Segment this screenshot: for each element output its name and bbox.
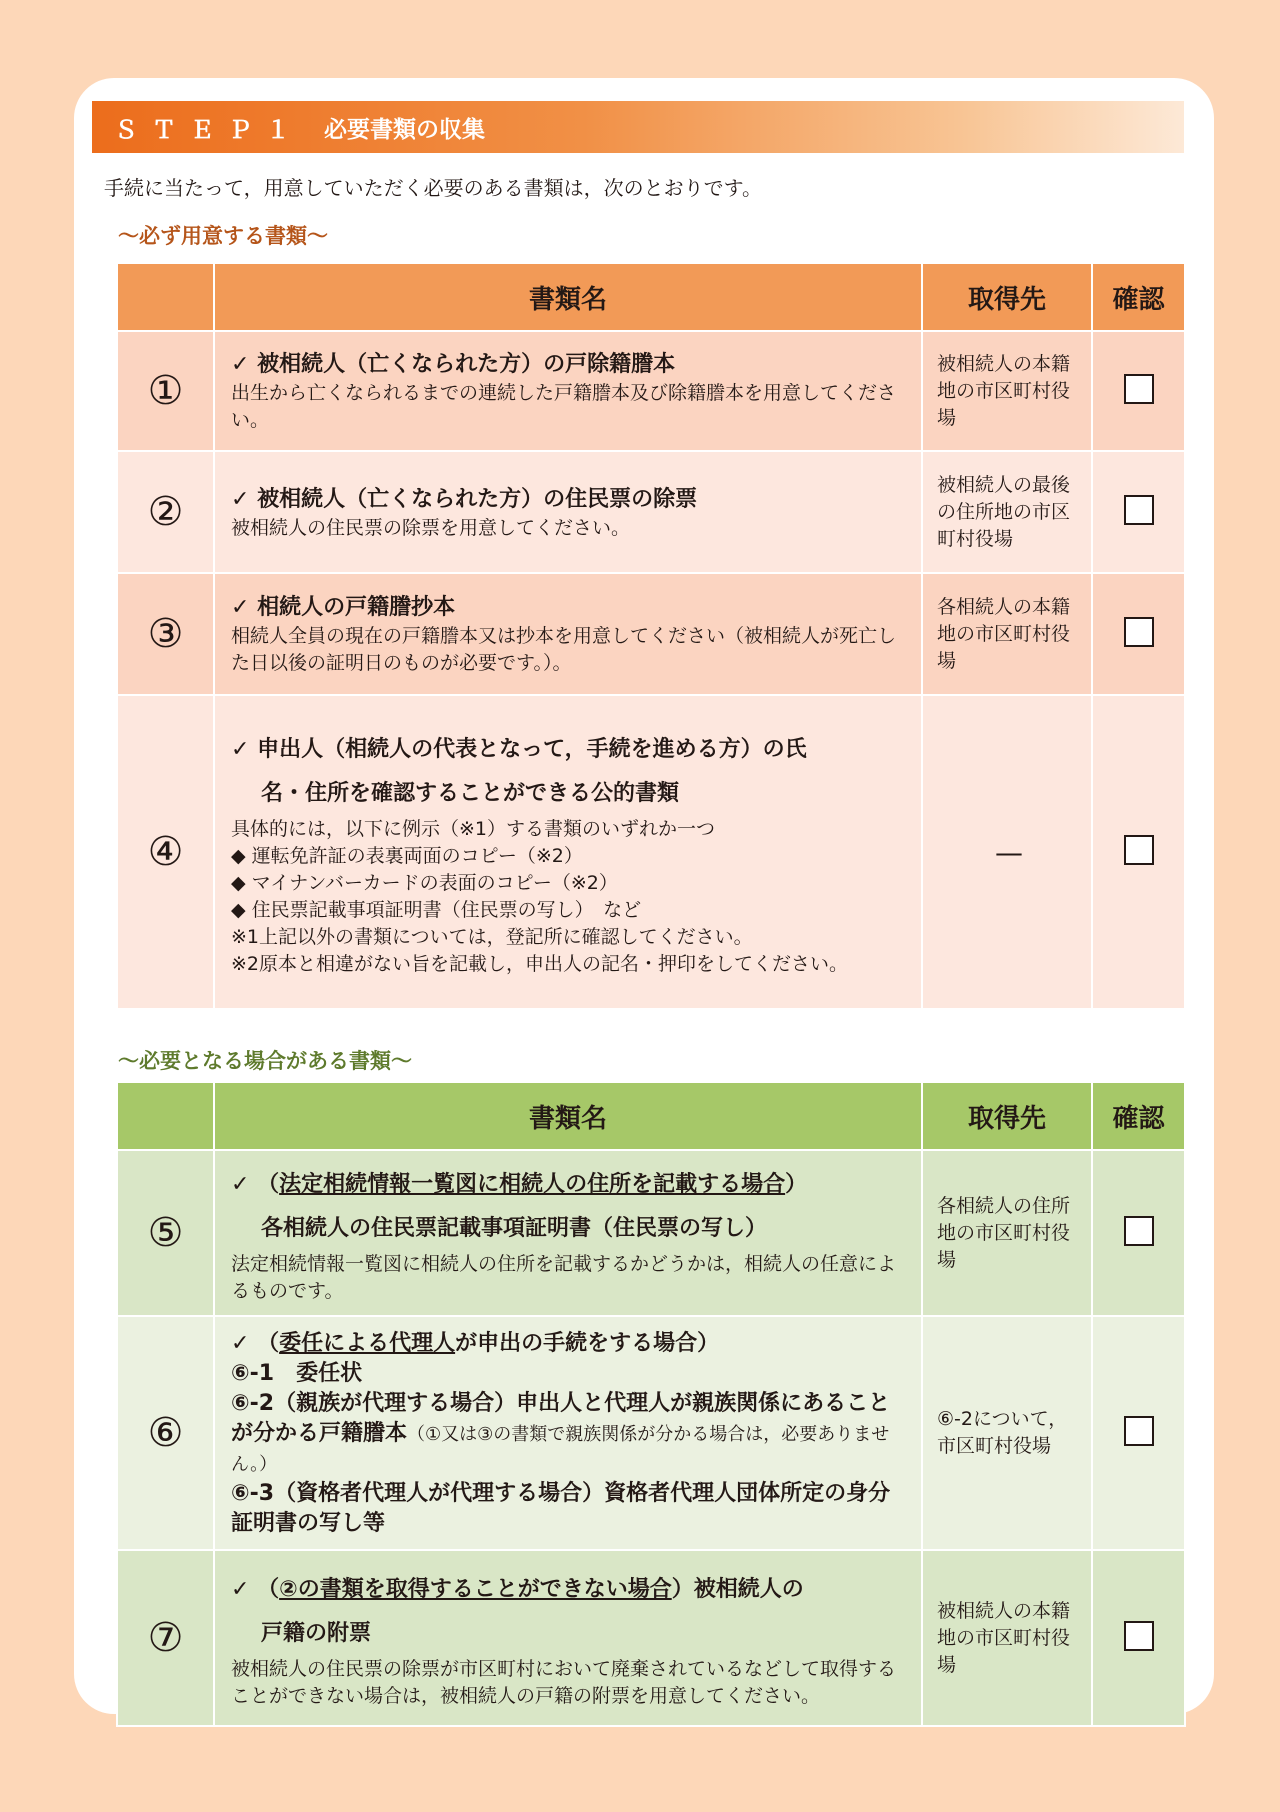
row-number: ④	[117, 695, 214, 1009]
header-blank	[117, 263, 214, 331]
doc-title-line1: ✓ 申出人（相続人の代表となって，手続を進める方）の氏	[231, 737, 807, 762]
doc-title: ✓ 相続人の戸籍謄抄本	[231, 595, 456, 620]
doc-desc-line: ※1上記以外の書類については，登記所に確認してください。	[231, 926, 753, 948]
check-box[interactable]	[1124, 835, 1154, 865]
row-number: ⑥	[117, 1316, 214, 1550]
check-box[interactable]	[1124, 374, 1154, 404]
condition-suffix: ）	[785, 1172, 808, 1197]
source-cell: —	[922, 695, 1092, 1009]
doc-description: 被相続人の住民票の除票が市区町村において廃棄されているなどして取得することができない場合は，被相続人の戸籍の附票を用意してください。	[231, 1658, 897, 1707]
row-number: ②	[117, 451, 214, 573]
doc-desc-line: 具体的には，以下に例示（※1）する書類のいずれか一つ	[231, 818, 716, 840]
doc-cell	[214, 573, 922, 695]
condition-suffix: が申出の手続をする場合）	[455, 1331, 720, 1356]
check-box[interactable]	[1124, 1216, 1154, 1246]
condition-prefix: ✓ （	[231, 1577, 280, 1602]
doc-desc-line: ◆ 運転免許証の表裏両面のコピー（※2）	[231, 845, 583, 867]
header-source: 取得先	[922, 263, 1092, 331]
doc-title: 戸籍の附票	[261, 1621, 372, 1646]
header-source: 取得先	[922, 1082, 1092, 1150]
doc-title: ✓ 被相続人（亡くなられた方）の戸除籍謄本	[231, 352, 676, 377]
doc-item-1: ⑥-1 委任状	[231, 1361, 363, 1386]
doc-item-2-note: （①又は③の書類で親族関係が分かる場合は，必要ありません。）	[231, 1424, 890, 1475]
doc-item-3: ⑥-3（資格者代理人が代理する場合）資格者代理人団体所定の身分証明書の写し等	[231, 1481, 891, 1536]
step-title: 必要書類の収集	[324, 116, 485, 143]
doc-desc-line: ◆ マイナンバーカードの表面のコピー（※2）	[231, 872, 618, 894]
doc-description: 出生から亡くなられるまでの連続した戸籍謄本及び除籍謄本を用意してください。	[231, 382, 897, 431]
doc-title: 各相続人の住民票記載事項証明書（住民票の写し）	[261, 1216, 768, 1241]
intro-text: 手続に当たって，用意していただく必要のある書類は，次のとおりです。	[104, 176, 762, 200]
header-doc-name: 書類名	[214, 263, 922, 331]
source-cell: 被相続人の本籍地の市区町村役場	[922, 1550, 1092, 1726]
source-cell: 各相続人の住所地の市区町村役場	[922, 1150, 1092, 1316]
doc-desc-line: ◆ 住民票記載事項証明書（住民票の写し） など	[231, 899, 642, 921]
condition-text: 法定相続情報一覧図に相続人の住所を記載する場合	[279, 1172, 786, 1197]
condition-prefix: ✓ （	[231, 1172, 280, 1197]
doc-condition	[231, 1329, 907, 1359]
row-number: ⑤	[117, 1150, 214, 1316]
step-header-band	[92, 101, 1184, 153]
table-row	[117, 451, 1185, 573]
condition-text: ②の書類を取得することができない場合	[279, 1577, 672, 1602]
doc-cell	[214, 1316, 922, 1550]
row-number: ⑦	[117, 1550, 214, 1726]
source-cell: 被相続人の最後の住所地の市区町村役場	[922, 451, 1092, 573]
doc-description: 被相続人の住民票の除票を用意してください。	[231, 516, 631, 539]
header-check: 確認	[1092, 263, 1185, 331]
check-box[interactable]	[1124, 1416, 1154, 1446]
table-row	[117, 1316, 1185, 1550]
doc-description: 相続人全員の現在の戸籍謄本又は抄本を用意してください（被相続人が死亡した日以後の証明日のものが必要です。）。	[231, 625, 897, 674]
condition-text: 委任による代理人	[279, 1331, 456, 1356]
required-documents-table	[116, 262, 1186, 1010]
doc-cell	[214, 695, 922, 1009]
doc-cell	[214, 451, 922, 573]
header-check: 確認	[1092, 1082, 1185, 1150]
doc-cell	[214, 1550, 922, 1726]
table-header-row	[117, 263, 1185, 331]
condition-prefix: ✓ （	[231, 1331, 280, 1356]
optional-documents-table	[116, 1081, 1186, 1727]
doc-title: ✓ 被相続人（亡くなられた方）の住民票の除票	[231, 486, 698, 512]
doc-desc-line: ※2原本と相違がない旨を記載し，申出人の記名・押印をしてください。	[231, 953, 849, 975]
table-row	[117, 695, 1185, 1009]
doc-cell	[214, 331, 922, 451]
row-number: ③	[117, 573, 214, 695]
doc-title-line2: 名・住所を確認することができる公的書類	[261, 781, 680, 806]
source-cell: 被相続人の本籍地の市区町村役場	[922, 331, 1092, 451]
table-row	[117, 1550, 1185, 1726]
check-box[interactable]	[1124, 495, 1154, 525]
table-row	[117, 573, 1185, 695]
condition-suffix: ）被相続人の	[671, 1577, 804, 1602]
doc-condition	[231, 1568, 907, 1612]
doc-item-2: ⑥-2（親族が代理する場合）申出人と代理人が親族関係にあることが分かる戸籍謄本	[231, 1391, 891, 1446]
table-header-row	[117, 1082, 1185, 1150]
optional-section-title: ～必要となる場合がある書類～	[118, 1049, 412, 1073]
source-cell: ⑥-2について，市区町村役場	[922, 1316, 1092, 1550]
doc-description: 法定相続情報一覧図に相続人の住所を記載するかどうかは，相続人の任意によるものです。	[231, 1253, 897, 1302]
table-row	[117, 331, 1185, 451]
doc-cell	[214, 1150, 922, 1316]
header-blank	[117, 1082, 214, 1150]
row-number: ①	[117, 331, 214, 451]
check-box[interactable]	[1124, 1621, 1154, 1651]
required-section-title: ～必ず用意する書類～	[118, 224, 328, 248]
step-number: ＳＴＥＰ１	[114, 115, 304, 144]
check-box[interactable]	[1124, 617, 1154, 647]
doc-condition	[231, 1163, 907, 1207]
source-cell: 各相続人の本籍地の市区町村役場	[922, 573, 1092, 695]
table-row	[117, 1150, 1185, 1316]
header-doc-name: 書類名	[214, 1082, 922, 1150]
